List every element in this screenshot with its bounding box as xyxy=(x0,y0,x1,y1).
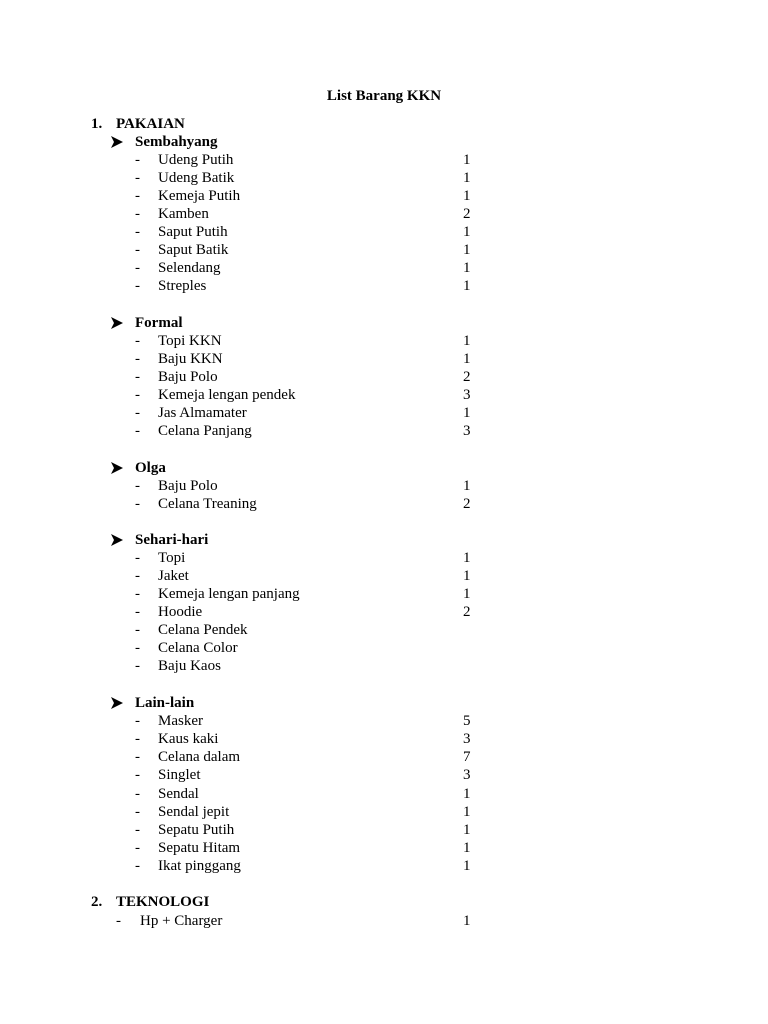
dash-bullet: - xyxy=(135,333,140,349)
group-heading-lain-lain xyxy=(110,694,194,712)
group-title: Sehari-hari xyxy=(135,532,209,548)
dash-bullet: - xyxy=(135,423,140,439)
dash-bullet: - xyxy=(135,822,140,838)
list-item xyxy=(135,368,535,386)
item-qty: 1 xyxy=(463,260,471,276)
arrow-bullet-icon xyxy=(110,133,135,148)
item-name: Kaus kaki xyxy=(158,731,219,747)
item-qty: 7 xyxy=(463,749,471,765)
item-qty: 1 xyxy=(463,170,471,186)
item-name: Sepatu Hitam xyxy=(158,840,241,856)
dash-bullet: - xyxy=(135,604,140,620)
dash-bullet: - xyxy=(135,640,140,656)
dash-bullet: - xyxy=(135,170,140,186)
item-name: Kemeja Putih xyxy=(158,188,241,204)
item-name: Baju KKN xyxy=(158,351,223,367)
item-qty: 1 xyxy=(463,405,471,421)
list-item xyxy=(135,712,535,730)
item-name: Hp + Charger xyxy=(140,913,223,929)
item-name: Baju Polo xyxy=(158,369,218,385)
item-name: Sendal jepit xyxy=(158,804,230,820)
list-item xyxy=(135,169,535,187)
item-name: Saput Batik xyxy=(158,242,229,258)
list-item xyxy=(135,821,535,839)
section-title: PAKAIAN xyxy=(116,116,185,132)
dash-bullet: - xyxy=(135,586,140,602)
dash-bullet: - xyxy=(135,152,140,168)
item-qty: 1 xyxy=(463,242,471,258)
item-name: Jas Almamater xyxy=(158,405,247,421)
item-name: Jaket xyxy=(158,568,189,584)
dash-bullet: - xyxy=(135,496,140,512)
item-name: Topi xyxy=(158,550,186,566)
item-name: Celana Panjang xyxy=(158,423,252,439)
list-item xyxy=(135,621,535,639)
item-qty: 3 xyxy=(463,387,471,403)
group-heading-olga xyxy=(110,459,166,477)
item-name: Streples xyxy=(158,278,207,294)
list-item xyxy=(135,241,535,259)
item-name: Masker xyxy=(158,713,203,729)
item-name: Kemeja lengan panjang xyxy=(158,586,300,602)
section-heading-teknologi xyxy=(91,893,209,911)
section-heading-pakaian xyxy=(91,115,185,133)
list-item xyxy=(135,259,535,277)
dash-bullet: - xyxy=(135,840,140,856)
arrow-bullet-icon xyxy=(110,459,135,474)
list-item xyxy=(135,748,535,766)
list-item xyxy=(135,495,535,513)
item-qty: 1 xyxy=(463,333,471,349)
item-name: Celana dalam xyxy=(158,749,241,765)
item-qty: 1 xyxy=(463,858,471,874)
item-qty: 1 xyxy=(463,804,471,820)
item-qty: 3 xyxy=(463,731,471,747)
item-qty: 1 xyxy=(463,224,471,240)
list-item xyxy=(135,839,535,857)
item-name: Baju Kaos xyxy=(158,658,221,674)
item-name: Selendang xyxy=(158,260,221,276)
dash-bullet: - xyxy=(135,767,140,783)
list-item xyxy=(135,730,535,748)
item-qty: 1 xyxy=(463,913,471,929)
dash-bullet: - xyxy=(135,206,140,222)
item-qty: 1 xyxy=(463,568,471,584)
item-name: Kamben xyxy=(158,206,209,222)
list-item xyxy=(135,857,535,875)
dash-bullet: - xyxy=(135,622,140,638)
item-name: Hoodie xyxy=(158,604,203,620)
item-name: Celana Color xyxy=(158,640,238,656)
list-item xyxy=(135,386,535,404)
dash-bullet: - xyxy=(135,731,140,747)
dash-bullet: - xyxy=(135,387,140,403)
dash-bullet: - xyxy=(135,224,140,240)
group-heading-formal xyxy=(110,314,182,332)
item-name: Baju Polo xyxy=(158,478,218,494)
item-qty: 3 xyxy=(463,423,471,439)
list-item xyxy=(135,657,535,675)
dash-bullet: - xyxy=(116,913,121,929)
item-name: Ikat pinggang xyxy=(158,858,241,874)
item-name: Kemeja lengan pendek xyxy=(158,387,296,403)
list-item xyxy=(135,766,535,784)
list-item xyxy=(135,187,535,205)
arrow-bullet-icon xyxy=(110,694,135,709)
dash-bullet: - xyxy=(135,351,140,367)
item-name: Celana Pendek xyxy=(158,622,248,638)
group-heading-sembahyang xyxy=(110,133,218,151)
item-qty: 2 xyxy=(463,604,471,620)
item-qty: 1 xyxy=(463,478,471,494)
item-qty: 2 xyxy=(463,206,471,222)
section-number: 2. xyxy=(91,894,103,910)
dash-bullet: - xyxy=(135,478,140,494)
group-heading-sehari-hari xyxy=(110,531,208,549)
dash-bullet: - xyxy=(135,278,140,294)
dash-bullet: - xyxy=(135,369,140,385)
item-qty: 2 xyxy=(463,369,471,385)
arrow-bullet-icon xyxy=(110,531,135,546)
dash-bullet: - xyxy=(135,405,140,421)
list-item xyxy=(135,332,535,350)
list-item xyxy=(135,639,535,657)
item-name: Celana Treaning xyxy=(158,496,257,512)
item-name: Sepatu Putih xyxy=(158,822,235,838)
item-qty: 1 xyxy=(463,550,471,566)
document-title: List Barang KKN xyxy=(326,88,442,104)
list-item xyxy=(135,785,535,803)
dash-bullet: - xyxy=(135,550,140,566)
list-item xyxy=(135,151,535,169)
item-name: Singlet xyxy=(158,767,201,783)
dash-bullet: - xyxy=(135,242,140,258)
item-qty: 1 xyxy=(463,786,471,802)
item-name: Udeng Batik xyxy=(158,170,235,186)
item-qty: 1 xyxy=(463,840,471,856)
item-qty: 3 xyxy=(463,767,471,783)
item-name: Udeng Putih xyxy=(158,152,234,168)
dash-bullet: - xyxy=(135,804,140,820)
section-title: TEKNOLOGI xyxy=(116,894,210,910)
dash-bullet: - xyxy=(135,713,140,729)
list-item xyxy=(135,422,535,440)
list-item xyxy=(135,205,535,223)
group-title: Sembahyang xyxy=(135,134,218,150)
item-qty: 1 xyxy=(463,188,471,204)
item-name: Sendal xyxy=(158,786,199,802)
list-item xyxy=(135,277,535,295)
item-qty: 1 xyxy=(463,586,471,602)
dash-bullet: - xyxy=(135,260,140,276)
dash-bullet: - xyxy=(135,658,140,674)
list-item xyxy=(135,477,535,495)
list-item xyxy=(135,350,535,368)
group-title: Olga xyxy=(135,460,166,476)
list-item xyxy=(135,223,535,241)
item-qty: 1 xyxy=(463,152,471,168)
arrow-bullet-icon xyxy=(110,314,135,329)
section-number: 1. xyxy=(91,116,103,132)
list-item xyxy=(135,404,535,422)
list-item xyxy=(135,549,535,567)
list-item xyxy=(116,912,516,930)
item-name: Topi KKN xyxy=(158,333,222,349)
dash-bullet: - xyxy=(135,858,140,874)
dash-bullet: - xyxy=(135,568,140,584)
item-name: Saput Putih xyxy=(158,224,228,240)
dash-bullet: - xyxy=(135,188,140,204)
group-title: Lain-lain xyxy=(135,695,195,711)
dash-bullet: - xyxy=(135,749,140,765)
list-item xyxy=(135,585,535,603)
item-qty: 2 xyxy=(463,496,471,512)
item-qty: 1 xyxy=(463,822,471,838)
item-qty: 1 xyxy=(463,351,471,367)
item-qty: 1 xyxy=(463,278,471,294)
dash-bullet: - xyxy=(135,786,140,802)
list-item xyxy=(135,603,535,621)
group-title: Formal xyxy=(135,315,183,331)
list-item xyxy=(135,803,535,821)
list-item xyxy=(135,567,535,585)
item-qty: 5 xyxy=(463,713,471,729)
